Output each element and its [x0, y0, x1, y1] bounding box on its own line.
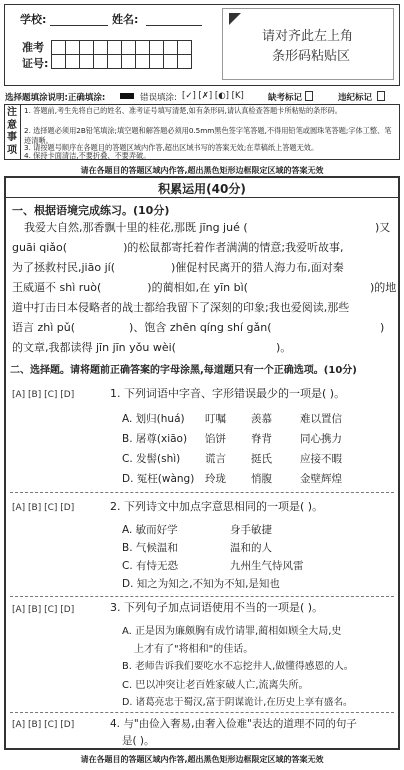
q1-b-2: 馅饼 — [205, 433, 226, 445]
q1-d-2: 玲珑 — [205, 473, 226, 485]
part1-title: 一、根据语境完成练习。(10分) — [12, 204, 170, 217]
part1-line-1-tail — [375, 218, 390, 238]
absent-label: 缺考标记 — [268, 93, 303, 103]
q3-a-cont: 上才有了"将相和"的佳话。 — [134, 644, 254, 655]
part2-title: 二、选择题。请将题前正确答案的字母涂黑,每道题只有一个正确选项。(10分) — [10, 365, 357, 376]
part1-line-7 — [12, 338, 291, 358]
legend-title: 选择题填涂说明:正确填涂: — [5, 93, 106, 103]
q3-stem: 3. 下列句子加点词语使用不当的一项是( )。 — [110, 601, 324, 614]
q4-stem-2: 是( )。 — [122, 735, 155, 747]
q3-d: D. 诸葛亮忠于蜀汉,富于阴谋诡计,在历史上享有盛名。 — [122, 697, 353, 708]
q1-b-1: B. 屠尊(xiāo) — [122, 433, 188, 445]
part1-line-5 — [12, 298, 349, 318]
exam-id-grid[interactable] — [52, 40, 192, 55]
q1-b-3: 脊背 — [251, 433, 272, 445]
q1-a-2: 叮嘱 — [205, 413, 226, 425]
part1-extra-1: )的地 — [370, 281, 397, 294]
q3-a: A. 正是因为廉颇胸有成竹请罪,蔺相如顾全大局,史 — [122, 626, 342, 637]
q1-bubbles[interactable]: [A] [B] [C] [D] — [12, 390, 75, 400]
violation-checkbox[interactable] — [377, 91, 385, 101]
notes-item-4: 4. 保持卡面清洁,不要折叠、不要弄破。 — [24, 151, 151, 160]
name-label: 姓名: — [112, 13, 139, 26]
q1-a-1: A. 划归(huá) — [122, 413, 185, 425]
q1-d-3: 悄腹 — [251, 473, 272, 485]
q1-c-1: C. 发髻(shì) — [122, 453, 181, 465]
section-rule — [6, 197, 398, 198]
part1-line-6 — [12, 318, 272, 338]
q1-d-4: 金壁辉煌 — [300, 473, 342, 485]
q2-c-1: C. 有恃无恐 — [122, 560, 179, 572]
exam-id-label: 准考 — [22, 41, 44, 54]
q3-separator — [10, 712, 394, 713]
part1-line-1 — [24, 218, 248, 238]
q1-c-3: 挺氏 — [251, 453, 272, 465]
warning-bottom: 请在各题目的答题区域内作答,超出黑色矩形边框限定区域的答案无效 — [80, 755, 324, 764]
q1-b-4: 同心携力 — [300, 433, 342, 445]
q1-d-1: D. 冤枉(wàng) — [122, 473, 195, 485]
notes-item-2: 2. 选择题必须用2B铅笔填涂;填空题和解答题必须用0.5mm黑色签字笔答题,不得用铅笔或圆珠笔答题;字体工整、笔迹清晰。 — [24, 126, 392, 145]
q1-stem: 1. 下列词语中字音、字形错误最少的一项是( )。 — [110, 387, 346, 400]
q3-b: B. 老师告诉我们要吃水不忘挖井人,做懂得感恩的人。 — [122, 661, 354, 672]
part1-tail-5: )、饱含 zhēn qíng shí gǎn( — [129, 321, 272, 334]
part1-tail-3: )催促村民离开的猎人海力布,面对秦 — [170, 261, 344, 274]
violation-label: 违纪标记 — [338, 93, 373, 103]
wrong-marks: [✓] [✗] [◐] [K] — [182, 91, 244, 101]
name-field[interactable] — [146, 25, 202, 26]
q3-c: C. 巴以冲突让老百姓家破人亡,流离失所。 — [122, 680, 309, 691]
q2-c-2: 九州生气恃风雷 — [230, 560, 304, 572]
part1-line-4 — [12, 278, 248, 298]
part1-text-7: 的文章,我都读得 jīn jīn yǒu wèi( — [12, 341, 176, 354]
notes-divider — [20, 104, 21, 160]
notes-item-1: 1. 答题前,考生先将自己的姓名、准考证号填写清楚,如有条形码,请认真检查答题卡所粘贴的条形码。 — [24, 106, 342, 115]
correct-mark — [120, 93, 134, 99]
warning-top: 请在各题目的答题区域内作答,超出黑色矩形边框限定区域的答案无效 — [80, 166, 324, 175]
exam-id-label-2: 证号: — [22, 57, 49, 70]
absent-checkbox[interactable] — [305, 91, 313, 101]
q2-bubbles[interactable]: [A] [B] [C] [D] — [12, 503, 75, 513]
part1-tail-2: )的松鼠都寄托着作者满满的情意;我爱听故事, — [123, 241, 344, 254]
q2-stem: 2. 下列诗文中加点字意思相同的一项是( )。 — [110, 500, 324, 513]
q2-a-2: 身手敏捷 — [230, 524, 272, 536]
barcode-text-2: 条形码粘贴区 — [272, 49, 351, 64]
part1-line-3 — [12, 258, 344, 278]
q2-d-1: D. 知之为知之,不知为不知,是知也 — [122, 578, 280, 590]
q2-a-1: A. 敏而好学 — [122, 524, 178, 536]
notes-item-3: 3. 请按题号顺序在各题目的答题区域内作答,超出区域书写的答案无效;在草稿纸上答题无效。 — [24, 143, 319, 152]
exam-id-grid-row2[interactable] — [52, 54, 192, 69]
q4-bubbles[interactable]: [A] [B] [C] [D] — [12, 720, 75, 730]
barcode-area — [222, 8, 394, 80]
part1-text-5: 道中打击日本侵略者的战士都给我留下了深刻的印象;我也爱阅读,那些 — [12, 301, 350, 314]
corner-arrow-icon — [228, 12, 242, 26]
q2-b-1: B. 气候温和 — [122, 542, 178, 554]
part1-text-1: 我爱大自然,那香飘十里的桂花,那既 jīng jué ( — [24, 221, 248, 234]
q1-a-4: 难以置信 — [300, 413, 342, 425]
part1-tail-4: )的蔺相如,在 yīn bì( — [147, 281, 248, 294]
q1-c-2: 谎言 — [205, 453, 226, 465]
q3-bubbles[interactable]: [A] [B] [C] [D] — [12, 605, 75, 615]
part1-tail-1: )又 — [375, 221, 391, 234]
wrong-label: 错误填涂: — [140, 93, 177, 103]
q4-stem: 4. 与"由俭入奢易,由奢入俭难"表达的道理不同的句子 — [110, 718, 357, 730]
barcode-text-1: 请对齐此左上角 — [262, 29, 354, 44]
part1-extra-2: ) — [380, 321, 385, 334]
notes-title: 注意事项 — [7, 107, 17, 156]
q1-separator — [10, 492, 394, 493]
part1-line-2 — [12, 238, 344, 258]
school-field[interactable] — [50, 25, 108, 26]
part1-text-2: guāi qiǎo( — [12, 241, 68, 254]
school-label: 学校: — [20, 13, 47, 26]
part1-tail-6: )。 — [275, 341, 292, 354]
q1-c-4: 应接不暇 — [300, 453, 342, 465]
part1-line-6-tail — [380, 318, 384, 338]
section-title: 积累运用(40分) — [158, 182, 246, 196]
part1-text-6: 语言 zhì pǔ( — [12, 321, 76, 334]
part1-line-4-tail — [370, 278, 396, 298]
q2-b-2: 温和的人 — [230, 542, 272, 554]
part1-text-4: 王威逼不 shì ruò( — [12, 281, 102, 294]
q1-a-3: 羡慕 — [251, 413, 272, 425]
q2-separator — [10, 596, 394, 597]
part1-text-3: 为了拯救村民,jiāo jí( — [12, 261, 115, 274]
